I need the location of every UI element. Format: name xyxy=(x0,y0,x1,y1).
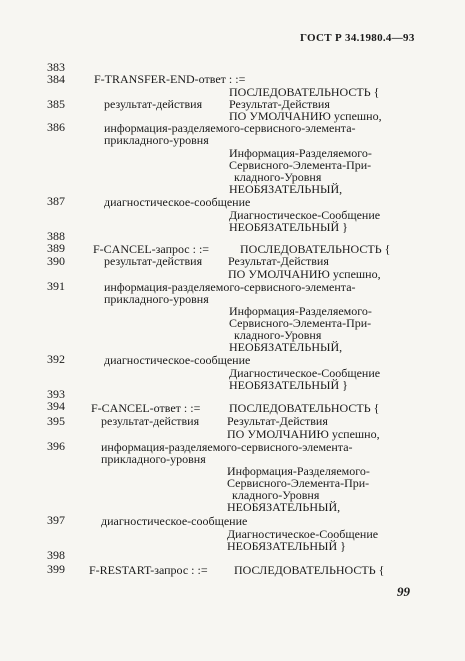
keyword-sequence: ПОСЛЕДОВАТЕЛЬНОСТЬ { xyxy=(240,242,391,256)
keyword-sequence: ПОСЛЕДОВАТЕЛЬНОСТЬ { xyxy=(229,401,380,415)
line-number: 385 xyxy=(47,97,65,111)
definition-name: F-CANCEL-запрос : := xyxy=(93,242,210,256)
field-optional: НЕОБЯЗАТЕЛЬНЫЙ } xyxy=(227,539,346,553)
line-number: 386 xyxy=(47,120,65,134)
field-type-cont: Сервисного-Элемента-При- xyxy=(227,476,370,490)
line-number: 396 xyxy=(47,439,65,453)
field-name: диагностическое-сообщение xyxy=(101,514,248,528)
field-default: ПО УМОЛЧАНИЮ успешно, xyxy=(227,427,380,441)
definition-name: F-TRANSFER-END-ответ : := xyxy=(94,72,246,86)
field-type-cont: Сервисного-Элемента-При- xyxy=(229,316,372,330)
line-number: 399 xyxy=(47,562,65,576)
field-type: Диагностическое-Сообщение xyxy=(229,366,381,380)
field-type: Результат-Действия xyxy=(229,97,330,111)
field-name-cont: прикладного-уровня xyxy=(101,452,206,466)
field-name: информация-разделяемого-сервисного-элемента- xyxy=(104,121,356,135)
field-optional: НЕОБЯЗАТЕЛЬНЫЙ, xyxy=(227,500,341,514)
field-type: Результат-Действия xyxy=(228,254,329,268)
line-number: 387 xyxy=(47,194,65,208)
definition-name: F-CANCEL-ответ : := xyxy=(91,401,201,415)
field-name: результат-действия xyxy=(104,97,203,111)
definition-name: F-RESTART-запрос : := xyxy=(89,563,208,577)
line-number: 398 xyxy=(47,548,65,562)
line-number: 393 xyxy=(47,387,65,401)
line-number: 389 xyxy=(47,241,65,255)
line-number: 392 xyxy=(47,352,65,366)
keyword-sequence: ПОСЛЕДОВАТЕЛЬНОСТЬ { xyxy=(229,85,380,99)
line-number: 397 xyxy=(47,513,65,527)
line-number: 390 xyxy=(47,254,65,268)
field-type: Информация-Разделяемого- xyxy=(229,304,372,318)
field-default: ПО УМОЛЧАНИЮ успешно, xyxy=(229,109,382,123)
field-type: Диагностическое-Сообщение xyxy=(229,208,381,222)
line-number: 388 xyxy=(47,229,65,243)
field-name: диагностическое-сообщение xyxy=(104,195,251,209)
field-name-cont: прикладного-уровня xyxy=(104,133,209,147)
field-name: результат-действия xyxy=(104,254,203,268)
field-optional: НЕОБЯЗАТЕЛЬНЫЙ } xyxy=(229,378,348,392)
page-number: 99 xyxy=(397,584,410,599)
field-name-cont: прикладного-уровня xyxy=(104,292,209,306)
field-name: информация-разделяемого-сервисного-элемента- xyxy=(104,280,356,294)
field-optional: НЕОБЯЗАТЕЛЬНЫЙ, xyxy=(229,340,343,354)
field-type: Результат-Действия xyxy=(227,414,328,428)
line-number: 391 xyxy=(47,279,65,293)
field-type-cont: кладного-Уровня xyxy=(234,328,322,342)
field-type-cont: кладного-Уровня xyxy=(232,488,320,502)
field-optional: НЕОБЯЗАТЕЛЬНЫЙ, xyxy=(229,182,343,196)
line-number: 384 xyxy=(47,72,65,86)
keyword-sequence: ПОСЛЕДОВАТЕЛЬНОСТЬ { xyxy=(234,563,385,577)
page-header: ГОСТ Р 34.1980.4—93 xyxy=(300,32,415,44)
line-number: 394 xyxy=(47,399,65,413)
field-name: результат-действия xyxy=(101,414,200,428)
line-number: 395 xyxy=(47,414,65,428)
field-type-cont: кладного-Уровня xyxy=(234,170,322,184)
field-type: Информация-Разделяемого- xyxy=(229,146,372,160)
field-type: Информация-Разделяемого- xyxy=(227,464,370,478)
field-name: диагностическое-сообщение xyxy=(104,353,251,367)
field-type-cont: Сервисного-Элемента-При- xyxy=(229,158,372,172)
field-default: ПО УМОЛЧАНИЮ успешно, xyxy=(228,267,381,281)
field-name: информация-разделяемого-сервисного-элемента- xyxy=(101,440,353,454)
line-number: 383 xyxy=(47,60,65,74)
field-optional: НЕОБЯЗАТЕЛЬНЫЙ } xyxy=(229,220,348,234)
field-type: Диагностическое-Сообщение xyxy=(227,527,379,541)
